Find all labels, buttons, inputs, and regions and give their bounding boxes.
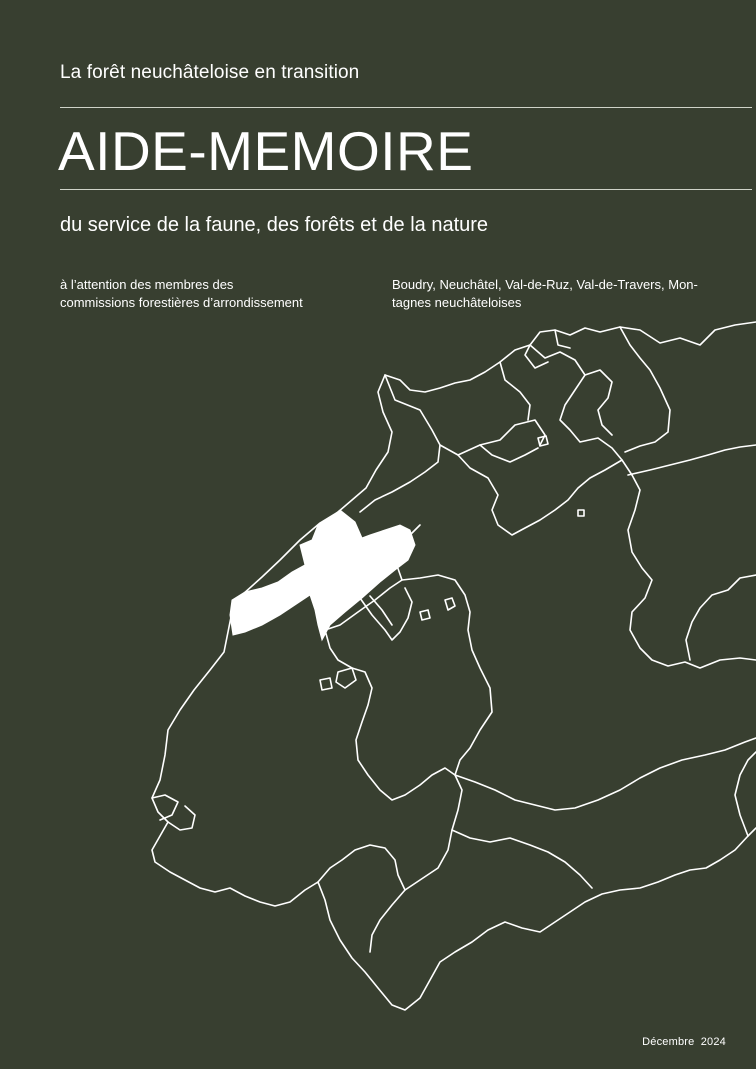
- page-subtitle: du service de la faune, des forêts et de la nature: [60, 214, 489, 236]
- page-title: AIDE-MEMOIRE: [58, 120, 474, 182]
- publication-date: Décembre 2024: [642, 1036, 726, 1048]
- series-title: La forêt neuchâteloise en transition: [60, 62, 360, 83]
- switzerland-map-icon: [0, 300, 756, 1069]
- audience-line-1: à l’attention des membres des: [60, 277, 234, 292]
- districts-line-1: Boudry, Neuchâtel, Val-de-Ruz, Val-de-Travers, Mon-: [392, 277, 698, 292]
- title-rule: [60, 189, 752, 190]
- audience-line-2: commissions forestières d’arrondissement: [60, 295, 303, 310]
- districts-line-2: tagnes neuchâteloises: [392, 295, 522, 310]
- canton-neuchatel-highlight: [230, 510, 415, 640]
- top-rule: [60, 107, 752, 108]
